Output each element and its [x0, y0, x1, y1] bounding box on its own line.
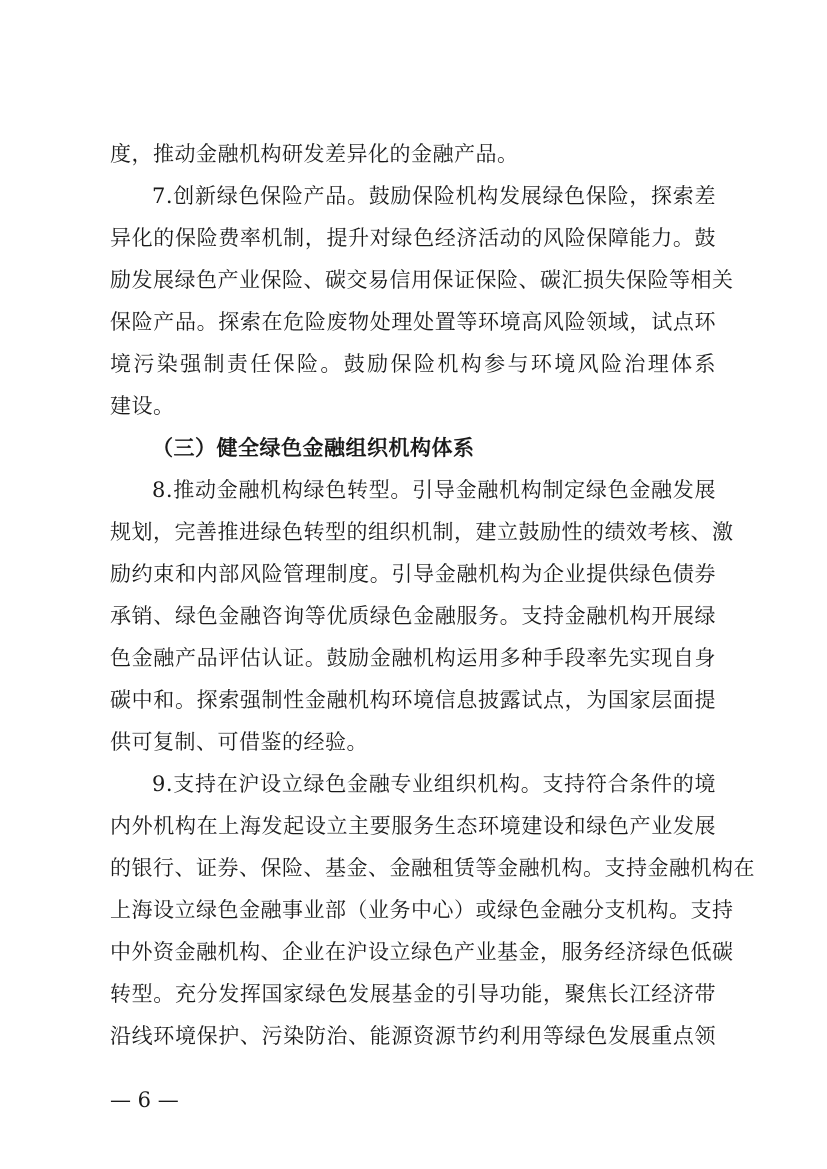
item-9-line-1: 9.支持在沪设立绿色金融专业组织机构。支持符合条件的境	[152, 772, 716, 796]
item-7-line-4: 保险产品。探索在危险废物处理处置等环境高风险领域，试点环	[110, 310, 716, 334]
page-number: — 6 —	[110, 1088, 179, 1112]
item-8-line-4: 承销、绿色金融咨询等优质绿色金融服务。支持金融机构开展绿	[110, 604, 716, 628]
item-8-line-3: 励约束和内部风险管理制度。引导金融机构为企业提供绿色债券	[110, 562, 716, 586]
item-9-line-7: 沿线环境保护、污染防治、能源资源节约利用等绿色发展重点领	[110, 1024, 716, 1048]
section-3-heading: （三）健全绿色金融组织机构体系	[152, 435, 475, 460]
item-7-line-6: 建设。	[110, 394, 175, 418]
item-9-line-6: 转型。充分发挥国家绿色发展基金的引导功能，聚焦长江经济带	[110, 982, 716, 1006]
item-8-line-5: 色金融产品评估认证。鼓励金融机构运用多种手段率先实现自身	[110, 646, 716, 670]
item-8-line-2: 规划，完善推进绿色转型的组织机制，建立鼓励性的绩效考核、激	[110, 520, 734, 544]
item-7-line-2: 异化的保险费率机制，提升对绿色经济活动的风险保障能力。鼓	[110, 226, 716, 250]
item-9-line-3: 的银行、证券、保险、基金、金融租赁等金融机构。支持金融机构在	[110, 856, 755, 880]
item-9-line-2: 内外机构在上海发起设立主要服务生态环境建设和绿色产业发展	[110, 814, 716, 838]
item-7-line-3: 励发展绿色产业保险、碳交易信用保证保险、碳汇损失保险等相关	[110, 268, 734, 292]
item-8-line-1: 8.推动金融机构绿色转型。引导金融机构制定绿色金融发展	[152, 478, 716, 502]
paragraph-continuation-line-1: 度，推动金融机构研发差异化的金融产品。	[110, 142, 519, 166]
item-7-line-5: 境污染强制责任保险。鼓励保险机构参与环境风险治理体系	[110, 352, 716, 376]
item-7-line-1: 7.创新绿色保险产品。鼓励保险机构发展绿色保险，探索差	[152, 184, 716, 208]
item-8-line-6: 碳中和。探索强制性金融机构环境信息披露试点，为国家层面提	[110, 688, 716, 712]
item-8-line-7: 供可复制、可借鉴的经验。	[110, 730, 368, 754]
item-9-line-5: 中外资金融机构、企业在沪设立绿色产业基金，服务经济绿色低碳	[110, 940, 734, 964]
item-9-line-4: 上海设立绿色金融事业部（业务中心）或绿色金融分支机构。支持	[110, 898, 734, 922]
